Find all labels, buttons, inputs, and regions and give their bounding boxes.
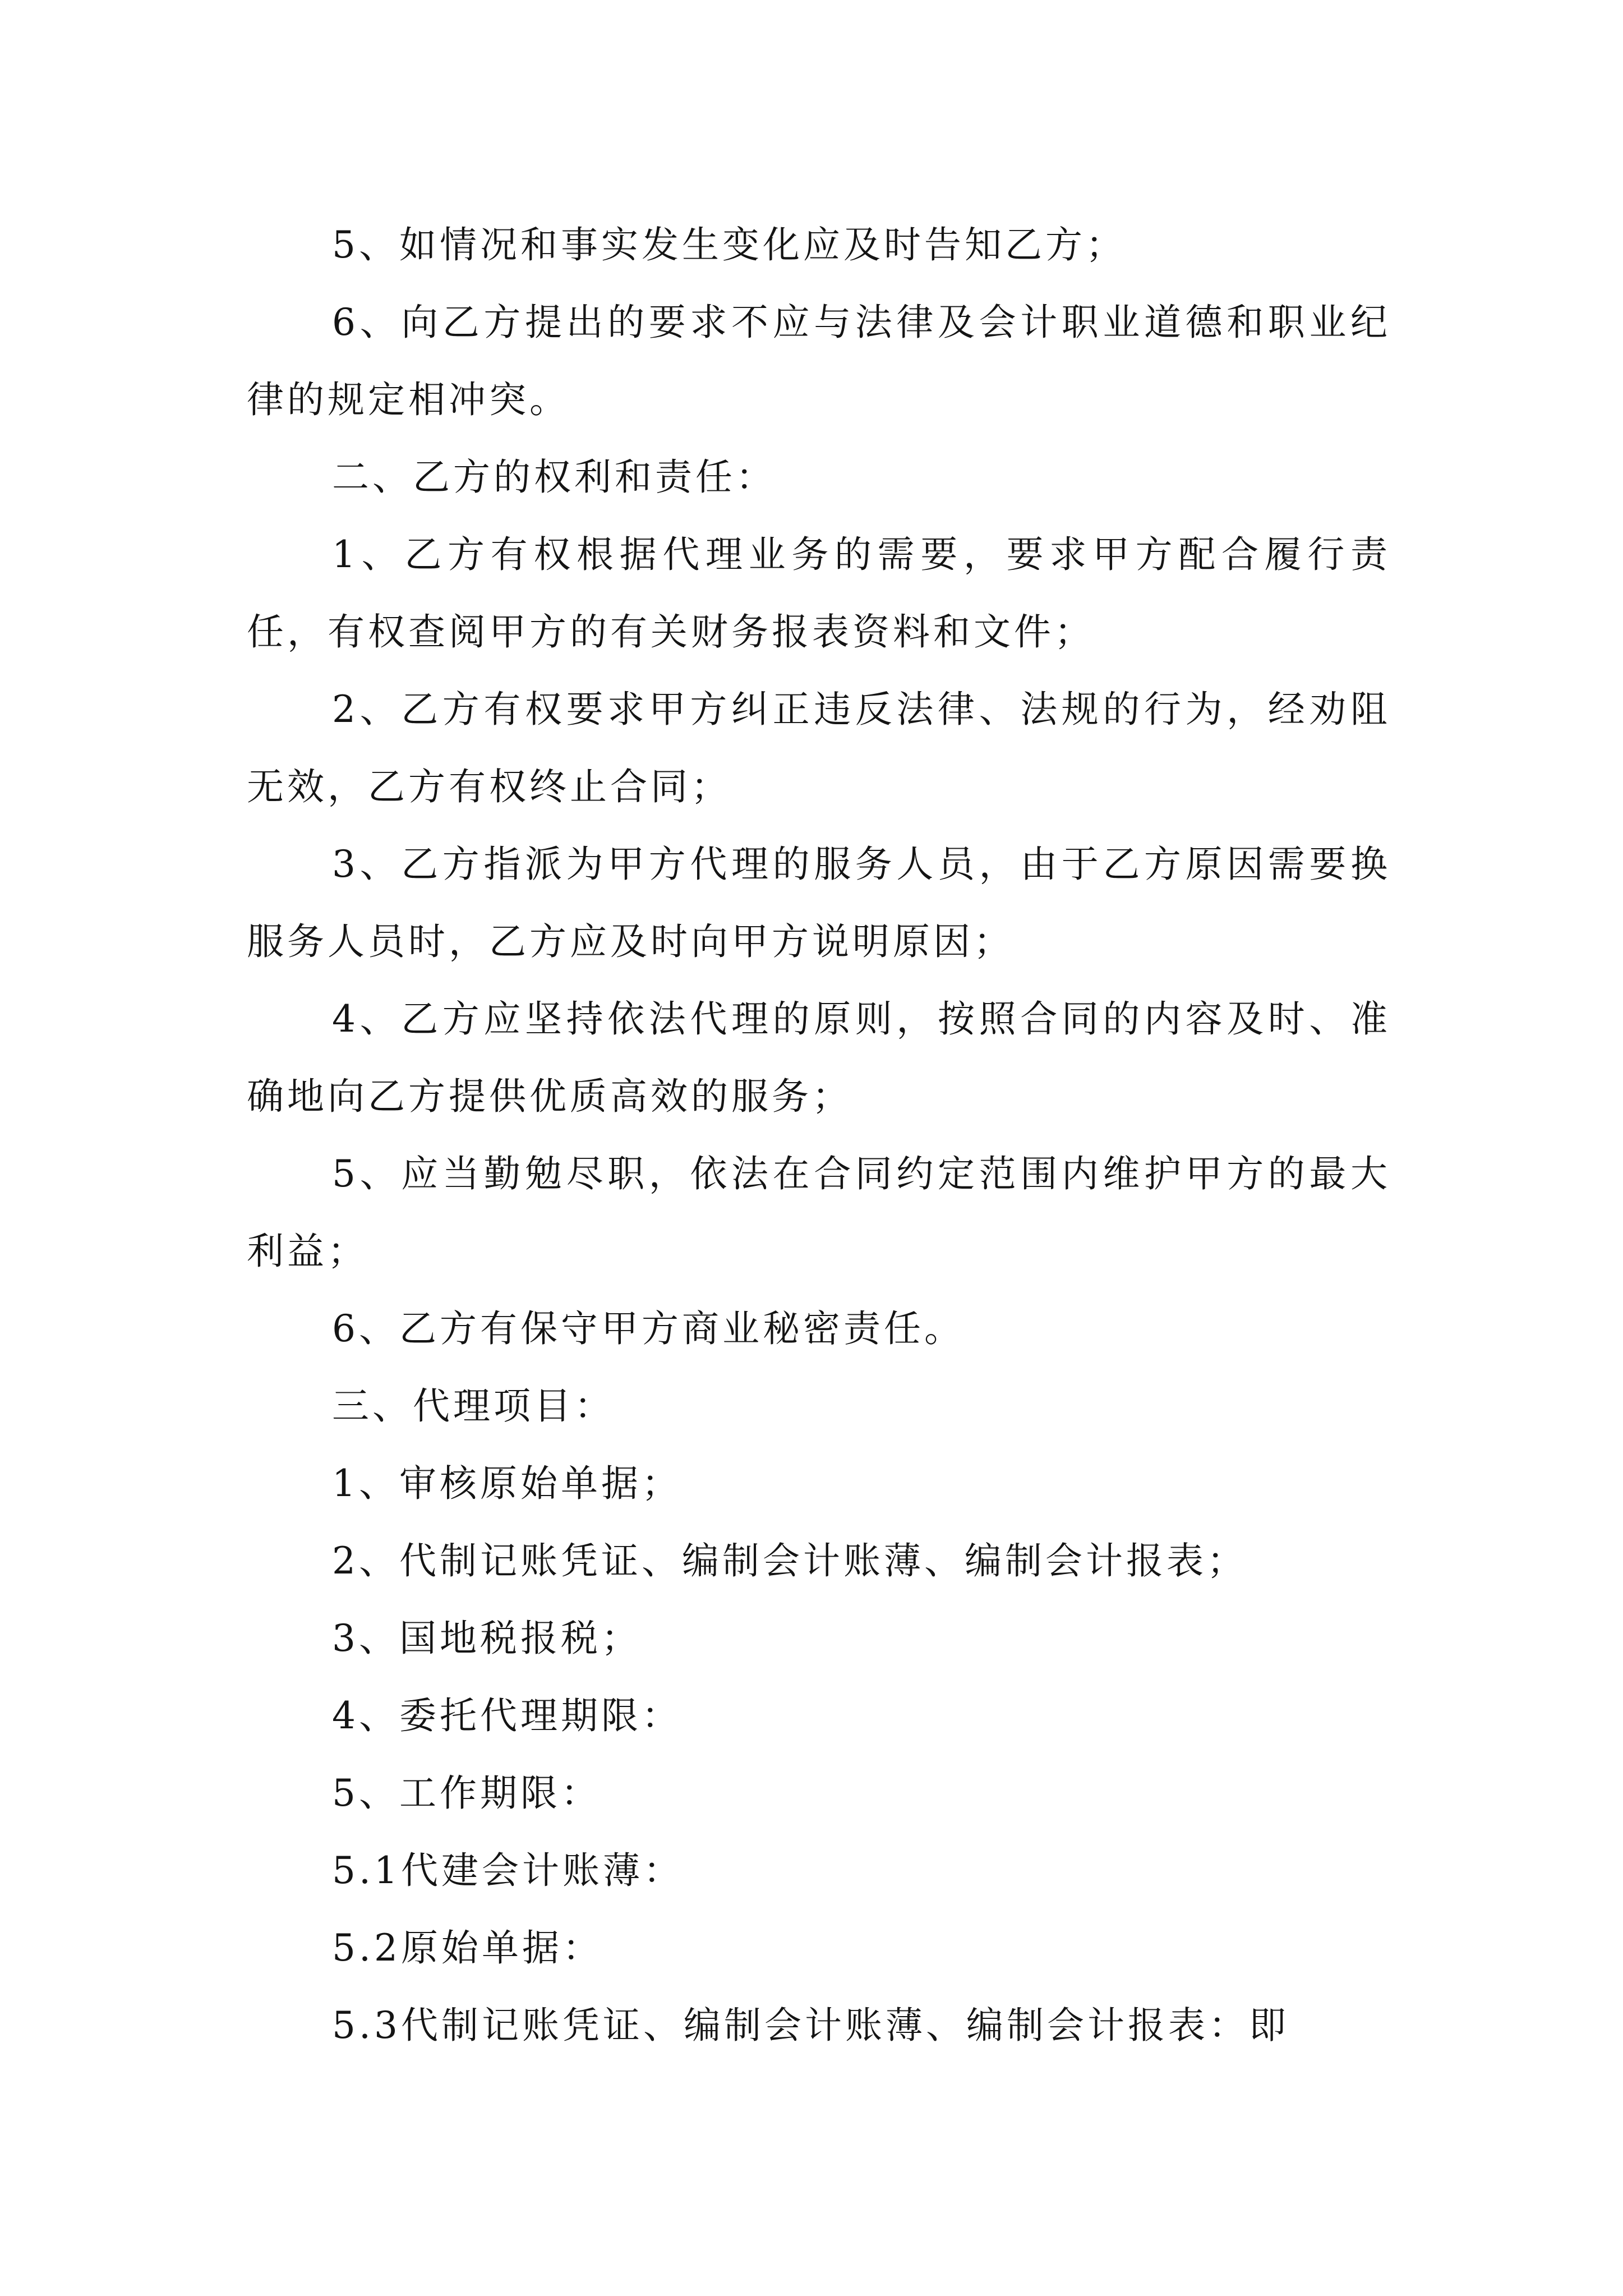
paragraph: 4、乙方应坚持依法代理的原则，按照合同的内容及时、准确地向乙方提供优质高效的服务； <box>247 997 1391 1118</box>
document-body <box>247 206 1391 2064</box>
paragraph: 6、乙方有保守甲方商业秘密责任。 <box>332 1307 965 1350</box>
paragraph: 5.2原始单据： <box>332 1926 603 1970</box>
paragraph: 1、乙方有权根据代理业务的需要，要求甲方配合履行责任，有权查阅甲方的有关财务报表资料和文件； <box>247 533 1391 654</box>
paragraph: 3、乙方指派为甲方代理的服务人员，由于乙方原因需要换服务人员时，乙方应及时向甲方说明原因； <box>247 843 1391 963</box>
paragraph: 5、如情况和事实发生变化应及时告知乙方； <box>332 223 1126 266</box>
section-heading: 三、代理项目： <box>332 1384 615 1428</box>
paragraph: 2、乙方有权要求甲方纠正违反法律、法规的行为，经劝阻无效，乙方有权终止合同； <box>247 688 1391 808</box>
paragraph: 1、审核原始单据； <box>332 1462 682 1505</box>
paragraph: 4、委托代理期限： <box>332 1694 682 1737</box>
paragraph: 3、国地税报税； <box>332 1617 642 1660</box>
paragraph: 5.3代制记账凭证、编制会计账薄、编制会计报表：即 <box>332 2004 1289 2047</box>
paragraph: 5、工作期限： <box>332 1772 601 1815</box>
paragraph: 6、向乙方提出的要求不应与法律及会计职业道德和职业纪律的规定相冲突。 <box>247 301 1391 421</box>
paragraph: 5、应当勤勉尽职，依法在合同约定范围内维护甲方的最大利益； <box>247 1152 1391 1273</box>
paragraph: 2、代制记账凭证、编制会计账薄、编制会计报表； <box>332 1539 1247 1582</box>
section-heading: 二、乙方的权利和责任： <box>332 455 776 499</box>
paragraph: 5.1代建会计账薄： <box>332 1849 684 1892</box>
